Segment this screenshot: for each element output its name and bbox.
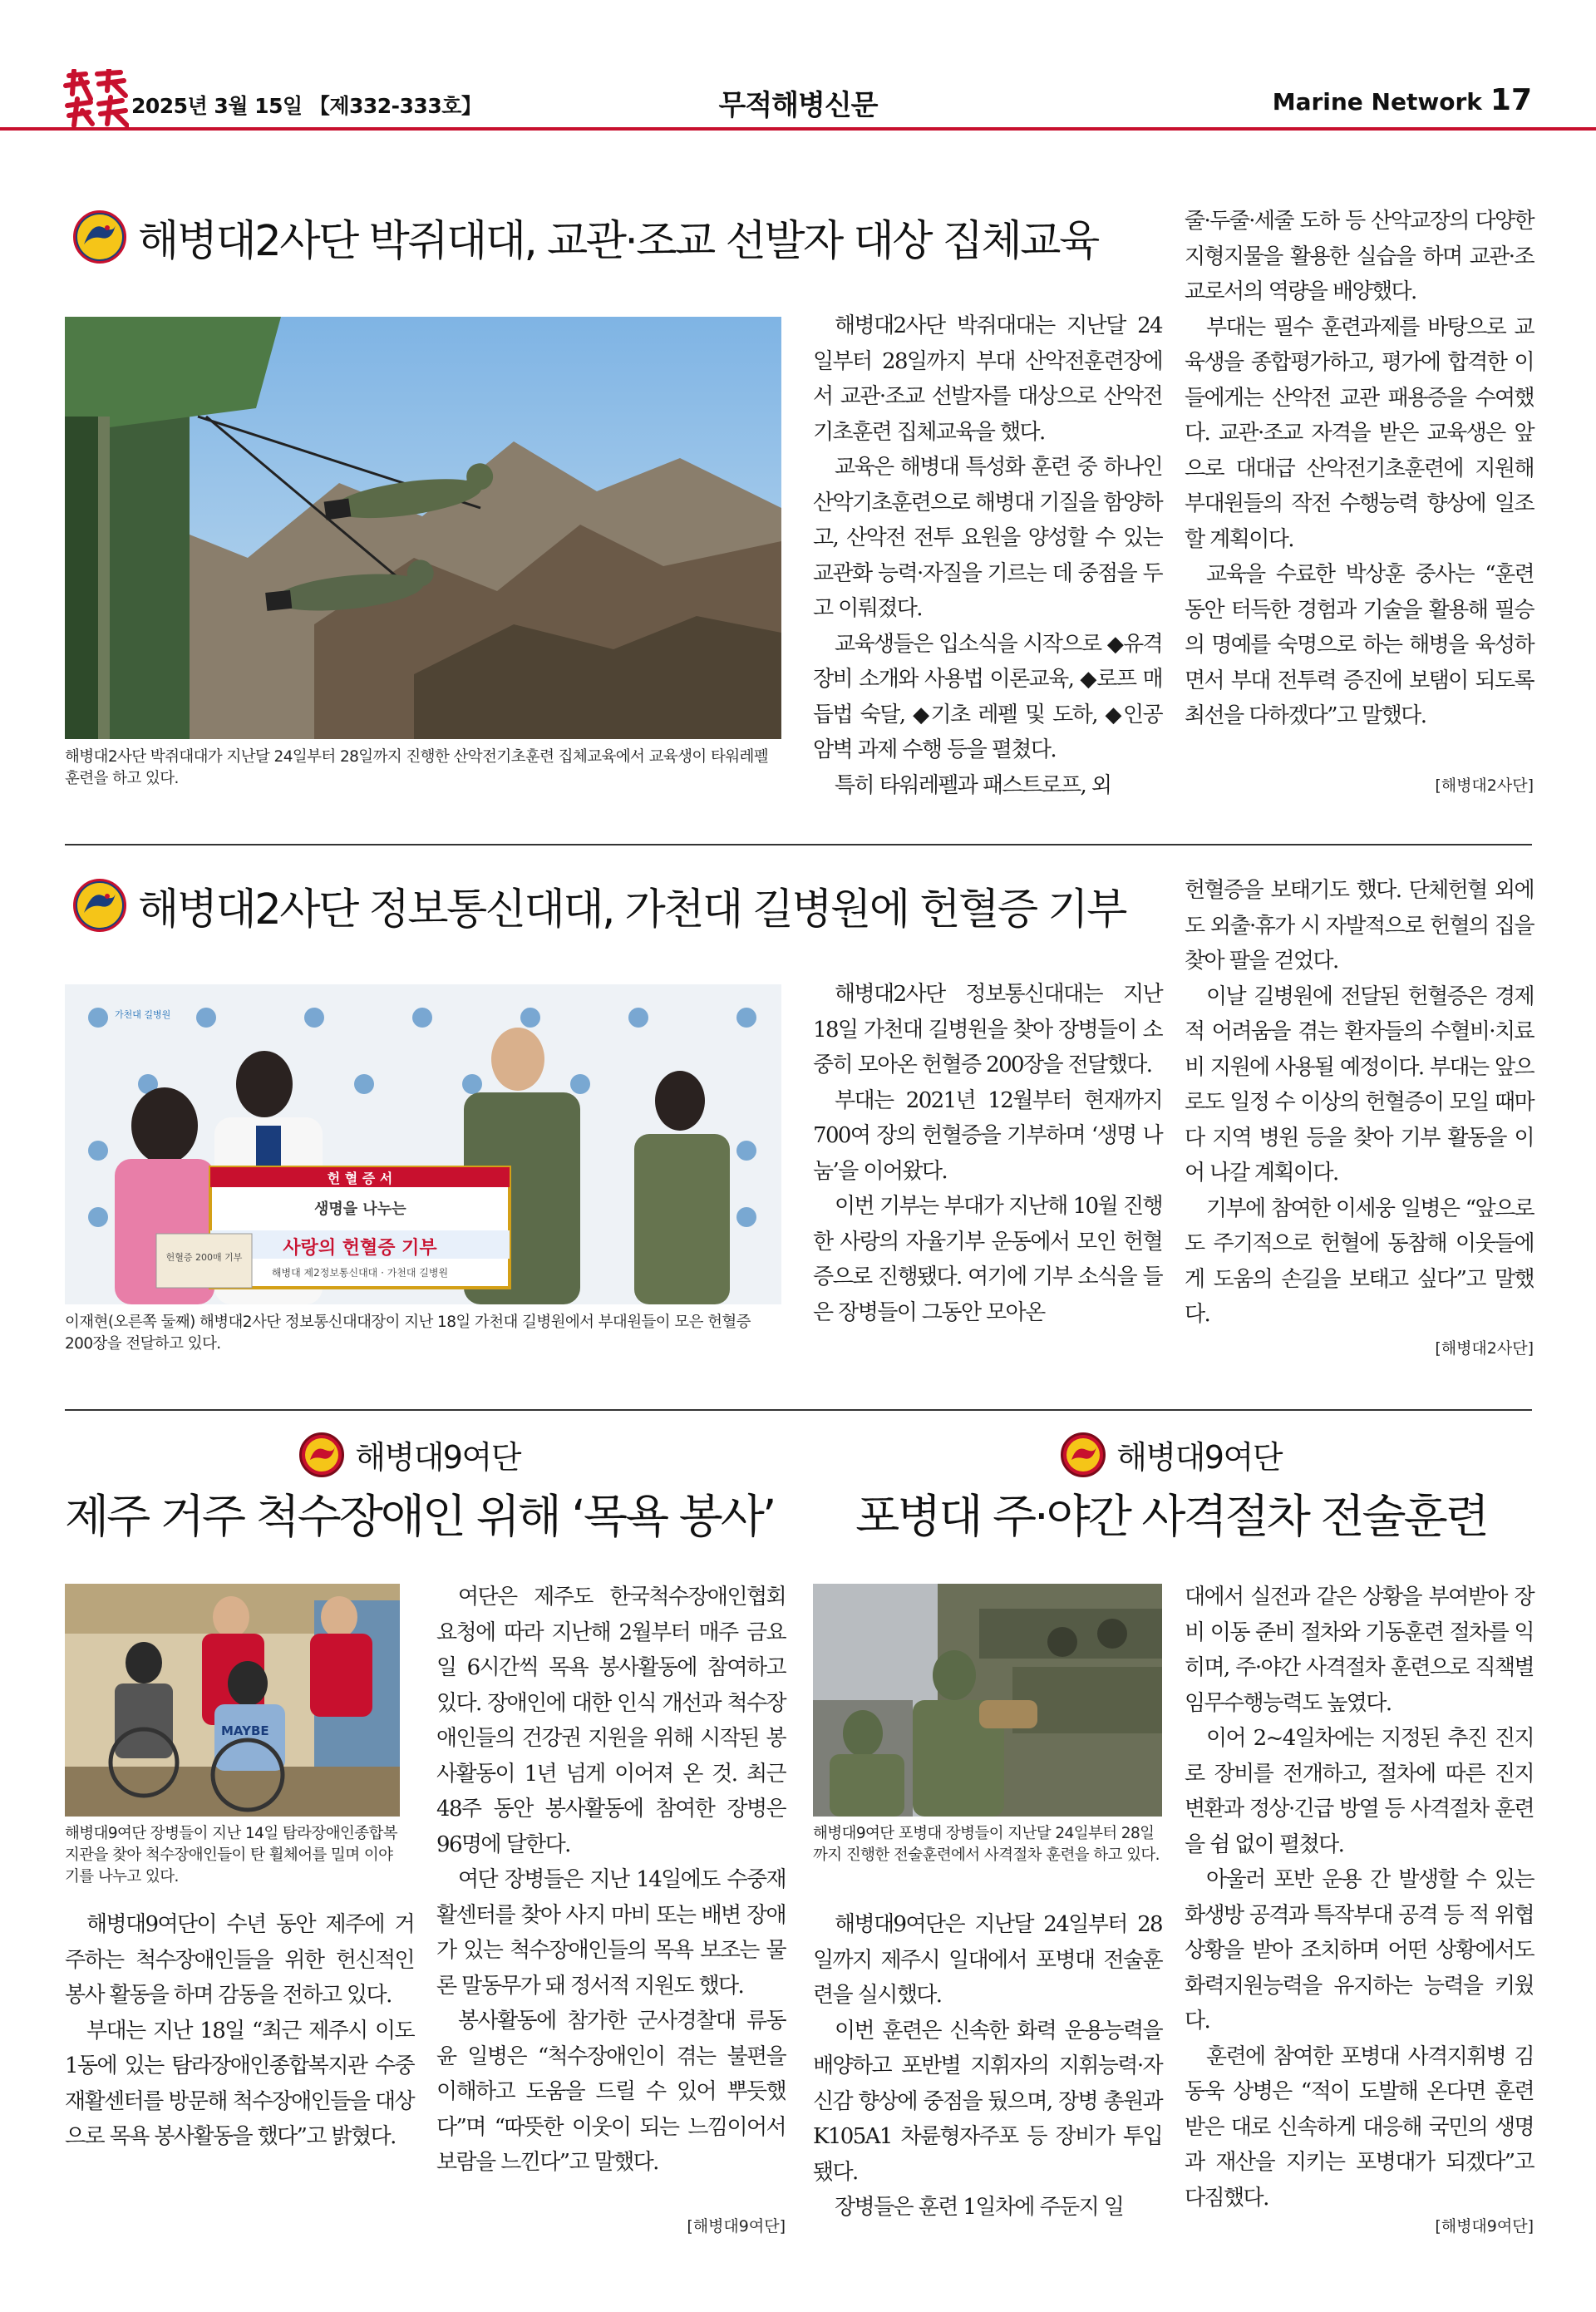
cert-slogan: 생명을 나누는 (314, 1200, 406, 1218)
photo-credit: [해병대2사단] (1435, 1339, 1534, 1358)
photo-credit: [해병대9여단] (1435, 2217, 1534, 2236)
photo-caption: 해병대9여단 포병대 장병들이 지난달 24일부터 28일까지 진행한 전술훈련에서 사격절차 훈련을 하고 있다. (813, 1825, 1160, 1864)
unit-header (810, 1432, 1532, 1477)
paragraph: 이번 훈련은 신속한 화력 운용능력을 배양하고 포반별 지휘자의 지휘능력·자신감 향상에 중점을 뒀으며, 장병 총원과 K105A1 차륜형자주포 등 장비가 투입됐다. (813, 2018, 1162, 2185)
paragraph: 부대는 필수 훈련과제를 바탕으로 교육생을 종합평가하고, 평가에 합격한 이들에게는 산악전 교관 패용증을 수여했다. 교관·조교 자격을 받은 교육생은 앞으로 대대급 산악전기초훈련에 지원해 부대원들의 작전 수행능력 향상에 일조할 계획이다. (1185, 314, 1534, 552)
paragraph: 부대는 지난 18일 “최근 제주시 이도1동에 있는 탐라장애인종합복지관 수중재활센터를 방문해 척수장애인들을 대상으로 목욕 봉사활동을 했다”고 밝혔다. (65, 2018, 414, 2149)
article-title: 제주 거주 척수장애인 위해 ‘목욕 봉사’ (65, 1490, 775, 1543)
unit-emblem-9brigade-icon (1061, 1432, 1106, 1477)
paragraph: 부대는 2021년 12월부터 현재까지 700여 장의 헌혈증을 기부하며 ‘생명 나눔’을 이어왔다. (813, 1087, 1162, 1184)
paragraph: 기부에 참여한 이세웅 일병은 “앞으로도 주기적으로 헌혈에 동참해 이웃들에게 도움의 손길을 보태고 싶다”고 말했다. (1185, 1195, 1534, 1327)
paragraph: 봉사활동에 참가한 군사경찰대 류동윤 일병은 “척수장애인이 겪는 불편을 이해하고 도움을 드릴 수 있어 뿌듯했다”며 “따뜻한 이웃이 되는 느낌이어서 보람을 느낀다”고 말했다. (436, 2009, 786, 2175)
paragraph: 훈련에 참여한 포병대 사격지휘병 김동욱 상병은 “적이 도발해 온다면 훈련받은 대로 신속하게 대응해 국민의 생명과 재산을 지키는 포병대가 되겠다”고 다짐했다. (1185, 2043, 1534, 2211)
article-title: 포병대 주·야간 사격절차 전술훈련 (855, 1490, 1487, 1543)
shirt-text: MAYBE (221, 1723, 269, 1738)
cert-header: 헌 혈 증 서 (327, 1171, 393, 1186)
paragraph: 이번 기부는 부대가 지난해 10월 진행한 사랑의 자율기부 운동에서 모인 헌혈증으로 진행됐다. 여기에 기부 소식을 들은 장병들이 그동안 모아온 (813, 1194, 1162, 1325)
article-body-col1 (813, 1907, 1162, 2226)
article-body-col2 (1185, 204, 1534, 734)
paragraph: 장병들은 훈련 1일차에 주둔지 일 (835, 2195, 1124, 2220)
photo-credit: [해병대9여단] (687, 2217, 786, 2236)
article-body-col1 (813, 977, 1162, 1330)
paragraph: 헌혈증을 보태기도 했다. 단체헌혈 외에도 외출·휴가 시 자발적으로 헌혈의 집을 찾아 팔을 걷었다. (1185, 878, 1534, 974)
unit-emblem-2div-icon (73, 210, 126, 264)
article-body-col2 (1185, 1580, 1534, 2216)
article-body-col2 (1185, 873, 1534, 1333)
section-divider (65, 1409, 1532, 1411)
unit-emblem-9brigade-icon (299, 1432, 344, 1477)
hospital-logo-text: 가천대 길병원 (115, 1009, 171, 1020)
unit-name: 해병대9여단 (355, 1439, 520, 1476)
unit-name: 해병대9여단 (1116, 1439, 1282, 1476)
paragraph: 대에서 실전과 같은 상황을 부여받아 장비 이동 준비 절차와 기동훈련 절차를 익히며, 주·야간 사격절차 훈련으로 직책별 임무수행능력도 높였다. (1185, 1585, 1534, 1716)
paragraph: 해병대2사단 정보통신대대는 지난 18일 가천대 길병원을 찾아 장병들이 소중히 모아온 헌혈증 200장을 전달했다. (813, 982, 1162, 1077)
article-body-col1 (65, 1907, 414, 2155)
photo-caption: 이재현(오른쪽 둘째) 해병대2사단 정보통신대대장이 지난 18일 가천대 길병원에서 부대원들이 모은 헌혈증 200장을 전달하고 있다. (65, 1314, 751, 1353)
article-photo-artillery (813, 1584, 1162, 1817)
section-label (1273, 83, 1532, 117)
paragraph: 이어 2~4일차에는 지정된 추진 진지로 장비를 전개하고, 절차에 따른 진지 변환과 정상·긴급 방열 등 사격절차 훈련을 쉼 없이 펼쳤다. (1185, 1726, 1534, 1857)
article-photo-donation (65, 984, 781, 1304)
paragraph: 여단은 제주도 한국척수장애인협회 요청에 따라 지난해 2월부터 매주 금요일 6시간씩 목욕 봉사활동에 참여하고 있다. 장애인에 대한 인식 개선과 척수장애인들의 건강권 지원을 위해 시작된 봉사활동이 1년 넘게 이어져 온 것. 최근 48주 동안 봉사활동에 참여한 장병은 96명에 달한다. (436, 1585, 786, 1857)
paper-name: 무적해병신문 (718, 89, 878, 122)
paragraph: 아울러 포반 운용 간 발생할 수 있는 화생방 공격과 특작부대 공격 등 적 위협 상황을 받아 조치하며 어떤 상황에서도 화력지원능력을 유지하는 능력을 키웠다. (1185, 1867, 1534, 2033)
paragraph: 줄·두줄·세줄 도하 등 산악교장의 다양한 지형지물을 활용한 실습을 하며 교관·조교로서의 역량을 배양했다. (1185, 209, 1534, 304)
unit-emblem-2div-icon (73, 879, 126, 932)
paragraph: 해병대9여단이 수년 동안 제주에 거주하는 척수장애인들을 위한 헌신적인 봉사 활동을 하며 감동을 전하고 있다. (65, 1912, 414, 2008)
article-title: 해병대2사단 박쥐대대, 교관·조교 선발자 대상 집체교육 (138, 217, 1098, 266)
photo-credit: [해병대2사단] (1435, 776, 1534, 795)
paragraph: 교육을 수료한 박상훈 중사는 “훈련 동안 터득한 경험과 기술을 활용해 필승의 명예를 숙명으로 하는 해병을 육성하면서 부대 전투력 증진에 보탬이 되도록 최선을 다하겠다”고 말했다. (1185, 562, 1534, 728)
paragraph: 특히 타워레펠과 패스트로프, 외 (835, 772, 1111, 798)
photo-caption: 해병대2사단 박쥐대대가 지난달 24일부터 28일까지 진행한 산악전기초훈련 집체교육에서 교육생이 타워레펠훈련을 하고 있다. (65, 748, 769, 787)
header-rule (0, 127, 1596, 131)
paragraph: 해병대9여단은 지난달 24일부터 28일까지 제주시 일대에서 포병대 전술훈련을 실시했다. (813, 1912, 1162, 2008)
photo-caption: 해병대9여단 장병들이 지난 14일 탐라장애인종합복지관을 찾아 척수장애인들이 탄 휠체어를 밀며 이야기를 나누고 있다. (65, 1825, 398, 1886)
page-number: 17 (1490, 83, 1532, 117)
cert-org: 해병대 제2정보통신대대 · 가천대 길병원 (271, 1267, 449, 1279)
article-body-col1 (813, 308, 1162, 803)
article-title: 해병대2사단 정보통신대대, 가천대 길병원에 헌혈증 기부 (138, 885, 1126, 934)
article-photo-wheelchair (65, 1584, 400, 1817)
section-name: Marine Network (1272, 88, 1482, 116)
article-body-col2 (436, 1580, 786, 2181)
article-photo-tower-rappel (65, 317, 781, 739)
paragraph: 교육은 해병대 특성화 훈련 중 하나인 산악기초훈련으로 해병대 기질을 함양하고, 산악전 전투 요원을 양성할 수 있는 교관화 능력·자질을 기르는 데 중점을 두고 이뤄졌다. (813, 455, 1162, 621)
issue-date: 2025년 3월 15일 【제332-333호】 (131, 94, 482, 118)
cert-title: 사랑의 헌혈증 기부 (283, 1238, 437, 1259)
section-divider (65, 844, 1532, 845)
small-sign: 헌혈증 200매 기부 (165, 1252, 243, 1263)
paragraph: 여단 장병들은 지난 14일에도 수중재활센터를 찾아 사지 마비 또는 배변 장애가 있는 척수장애인들의 목욕 보조는 물론 말동무가 돼 정서적 지원도 했다. (436, 1867, 786, 1999)
paragraph: 해병대2사단 박쥐대대는 지난달 24일부터 28일까지 부대 산악전훈련장에서 교관·조교 선발자를 대상으로 산악전기초훈련 집체교육을 했다. (813, 313, 1162, 445)
unit-header (65, 1432, 755, 1477)
paragraph: 이날 길병원에 전달된 헌혈증은 경제적 어려움을 겪는 환자들의 수혈비·치료비 지원에 사용될 예정이다. 부대는 앞으로도 일정 수 이상의 헌혈증이 모일 때마다 지역 병원 등을 찾아 기부 활동을 이어 나갈 계획이다. (1185, 983, 1534, 1186)
paragraph: 교육생들은 입소식을 시작으로 ◆유격장비 소개와 사용법 이론교육, ◆로프 매듭법 숙달, ◆기초 레펠 및 도하, ◆인공 암벽 과제 수행 등을 펼쳤다. (813, 631, 1162, 762)
